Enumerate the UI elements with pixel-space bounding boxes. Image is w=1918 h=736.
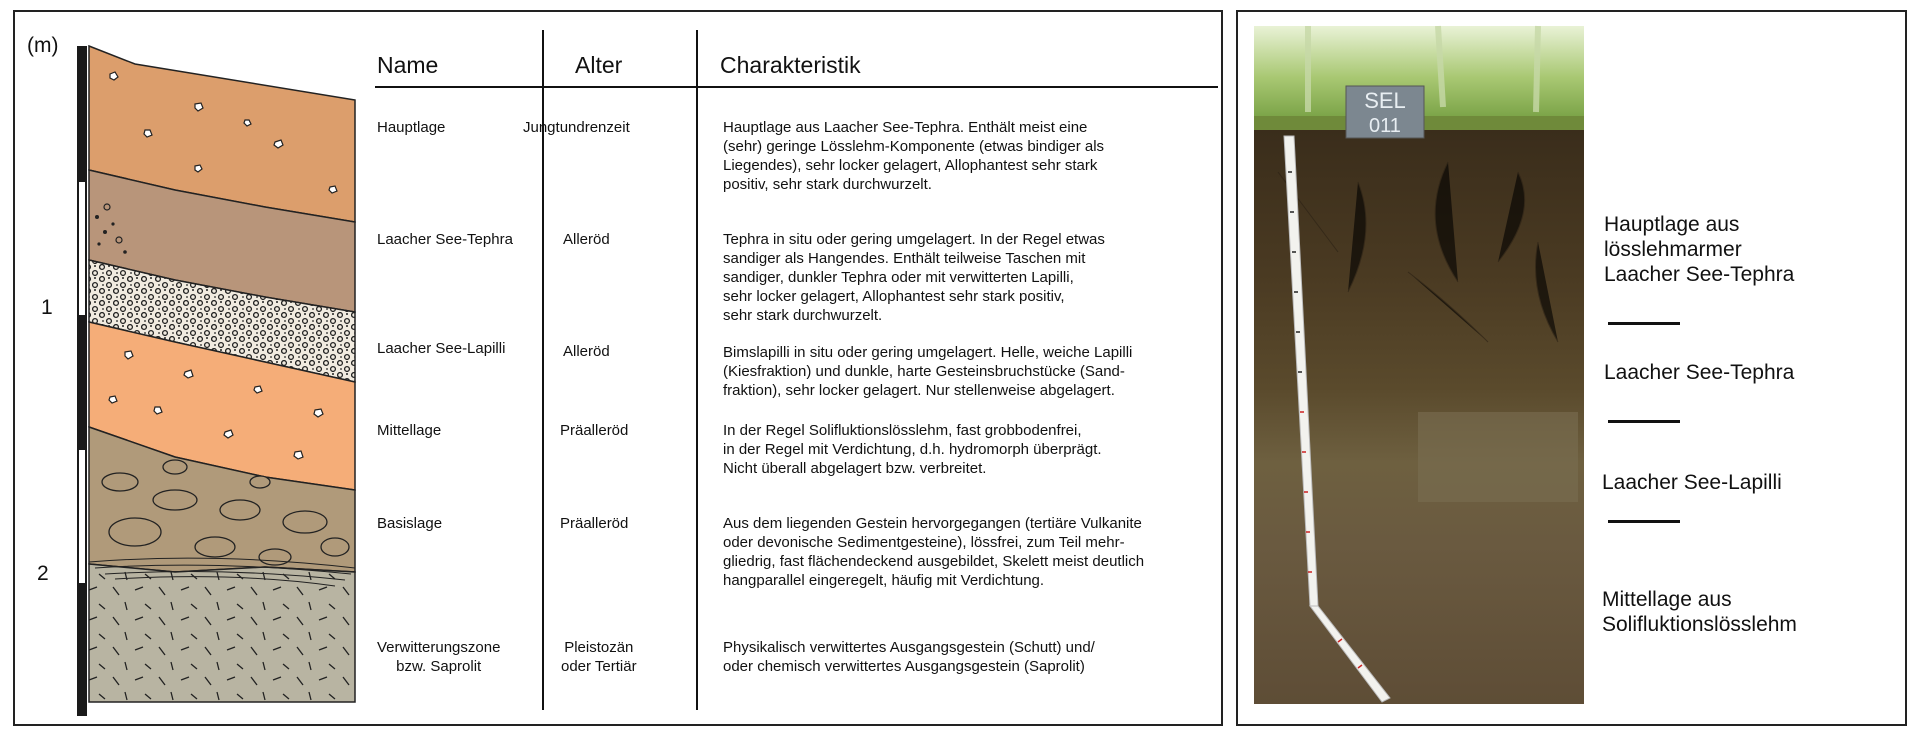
profile-photo-panel: [1236, 10, 1907, 726]
divider-line: [1608, 520, 1680, 523]
column-divider-2: [696, 30, 698, 710]
label-lapilli: Laacher See-Lapilli: [1602, 471, 1782, 494]
lapilli-band: [1418, 412, 1578, 502]
row-characteristic: Physikalisch verwittertes Ausgangsgestein (Schutt) und/ oder chemisch verwittertes Ausgangsgestein (Saprolit): [723, 639, 1095, 675]
row-characteristic: Bimslapilli in situ oder gering umgelagert. Helle, weiche Lapilli (Kiesfraktion) und dunkle, harte Gesteinsbruchstücke (Sand- fraktion), sehr locker gelagert. Nur stellenweise abgelagert.: [723, 344, 1133, 399]
label-mittellage: Mittellage aus Solifluktionslösslehm: [1602, 588, 1797, 636]
row-name: Laacher See-Tephra: [377, 231, 513, 248]
header-alter: Alter: [575, 52, 623, 78]
label-tephra: Laacher See-Tephra: [1604, 361, 1795, 384]
profile-table-panel: [13, 10, 1223, 726]
row-name: Mittellage: [377, 422, 442, 439]
saprolit-layer: [89, 564, 355, 702]
row-name: Hauptlage: [377, 119, 446, 136]
row-alter: Präalleröd: [560, 515, 629, 532]
divider-line: [1608, 322, 1680, 325]
row-alter: Pleistozän oder Tertiär: [561, 639, 637, 675]
soil-profile-photo: [1238, 12, 1905, 724]
header-name: Name: [377, 52, 439, 78]
divider-line: [1608, 420, 1680, 423]
row-alter: Jungtundrenzeit: [523, 119, 630, 136]
row-name: Verwitterungszone bzw. Saprolit: [377, 639, 501, 675]
header-charakteristik: Charakteristik: [720, 52, 861, 78]
row-alter: Alleröd: [563, 343, 610, 360]
row-name: Basislage: [377, 515, 443, 532]
site-sign-text-1: SEL: [1364, 88, 1406, 113]
depth-scale-bar: [77, 46, 87, 716]
row-characteristic: Hauptlage aus Laacher See-Tephra. Enthält meist eine (sehr) geringe Lösslehm-Komponente (etwas bindiger als Liegendes), sehr locker gelagert, Allophantest sehr stark positiv, sehr stark durchwurzelt.: [723, 119, 1105, 193]
row-alter: Alleröd: [563, 231, 610, 248]
label-hauptlage: Hauptlage aus lösslehmarmer Laacher See-Tephra: [1604, 213, 1795, 286]
row-alter: Präalleröd: [560, 422, 629, 439]
row-name: Laacher See-Lapilli: [377, 340, 506, 357]
row-characteristic: In der Regel Solifluktionslösslehm, fast grobbodenfrei, in der Regel mit Verdichtung, d.h. hydromorph überprägt. Nicht überall abgelagert bzw. verbreitet.: [723, 422, 1102, 477]
header-rule: [375, 86, 1218, 88]
site-sign-text-2: 011: [1369, 115, 1401, 137]
row-characteristic: Tephra in situ oder gering umgelagert. In der Regel etwas sandiger als Hangendes. Enthält teilweise Taschen mit sandiger, dunkler Tephra oder mit verwitterten Lapilli, sehr locker gelagert, Allophantest sehr stark positiv, sehr stark durchwurzelt.: [723, 231, 1105, 324]
scale-tick-2: 2: [37, 562, 49, 585]
scale-unit-label: (m): [27, 34, 59, 57]
row-characteristic: Aus dem liegenden Gestein hervorgegangen (tertiäre Vulkanite oder devonische Sedimentgesteine), lössfrei, zum Teil mehr- gliedrig, fast flächendeckend ausgebildet, Skelett meist deutlich hangparallel eingeregelt, häufig mit Verdichtung.: [723, 515, 1145, 589]
scale-tick-1: 1: [41, 296, 53, 319]
